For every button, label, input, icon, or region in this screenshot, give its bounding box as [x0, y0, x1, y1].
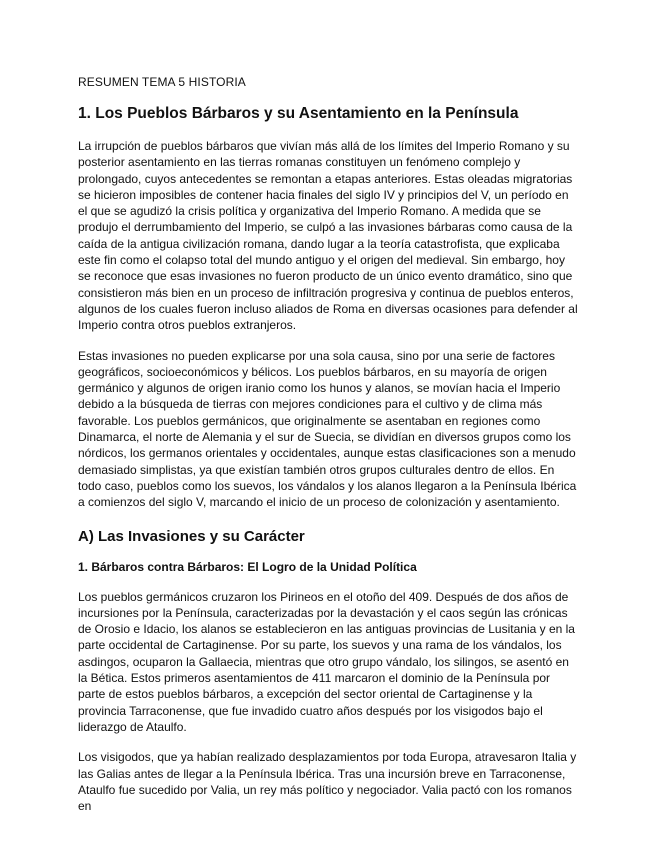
subsection-title-invasions: A) Las Invasiones y su Carácter	[78, 527, 305, 545]
sub-subsection-title-political-unity: 1. Bárbaros contra Bárbaros: El Logro de la Unidad Política	[78, 559, 417, 574]
section-title-barbarian-peoples: 1. Los Pueblos Bárbaros y su Asentamiento en la Península	[78, 105, 519, 122]
paragraph-visigoths: Los visigodos, que ya habían realizado desplazamientos por toda Europa, atravesaron Italia y las Galias antes de llegar a la Península Ibérica. Tras una incursión breve en Tarraconense, Ataulfo fue sucedido por Valia, un rey más político y negociador. Valia pactó con los romanos en	[78, 750, 577, 814]
paragraph-pyrenees-crossing: Los pueblos germánicos cruzaron los Pirineos en el otoño del 409. Después de dos años de incursiones por la Península, caracterizadas por la devastación y el caos según las crónicas de Orosio e Idacio, los alanos se establecieron en las antiguas provincias de Lusitania y en la parte occidental de Cartaginense. Por su parte, los suevos y una rama de los vándalos, los asdingos, ocuparon la Gallaecia, mientras que otro grupo vándalo, los silingos, se asentó en la Bética. Estos primeros asentamientos de 411 marcaron el dominio de la Península por parte de estos pueblos bárbaros, a excepción del sector oriental de Cartaginense y la provincia Tarraconense, que fue invadido cuatro años después por los visigodos bajo el liderazgo de Ataulfo.	[78, 589, 575, 734]
paragraph-intro: La irrupción de pueblos bárbaros que vivían más allá de los límites del Imperio Romano y su posterior asentamiento en las tierras romanas constituyen un fenómeno complejo y prolongado, cuyos antecedentes se remontan a etapas anteriores. Estas oleadas migratorias se hicieron imposibles de contener hacia finales del siglo IV y principios del V, un período en el que se agudizó la crisis política y organizativa del Imperio Romano. A medida que se produjo el derrumbamiento del Imperio, se culpó a las invasiones bárbaras como causa de la caída de la antigua civilización romana, dando lugar a la teoría catastrofista, que explicaba este fin como el colapso total del mundo antiguo y el origen del medieval. Sin embargo, hoy se reconoce que esas invasiones no fueron producto de un único evento dramático, sino que consistieron más bien en un proceso de infiltración progresiva y continua de pueblos enteros, algunos de los cuales fueron incluso aliados de Roma en diversas ocasiones para defender al Imperio contra otros pueblos extranjeros.	[78, 139, 578, 333]
document-header: RESUMEN TEMA 5 HISTORIA	[78, 75, 246, 89]
document-page	[78, 74, 580, 828]
paragraph-causes: Estas invasiones no pueden explicarse por una sola causa, sino por una serie de factores geográficos, socioeconómicos y bélicos. Los pueblos bárbaros, en su mayoría de origen germánico y algunos de origen iranio como los hunos y alanos, se movían hacia el Imperio debido a la búsqueda de tierras con mejores condiciones para el cultivo y de clima más favorable. Los pueblos germánicos, que originalmente se asentaban en regiones como Dinamarca, el norte de Alemania y el sur de Suecia, se dividían en diversos grupos como los nórdicos, los germanos orientales y occidentales, aunque estas clasificaciones son a menudo demasiado simplistas, ya que existían también otros grupos culturales dentro de ellos. En todo caso, pueblos como los suevos, los vándalos y los alanos llegaron a la Península Ibérica a comienzos del siglo V, marcando el inicio de un proceso de colonización y asentamiento.	[78, 348, 577, 510]
